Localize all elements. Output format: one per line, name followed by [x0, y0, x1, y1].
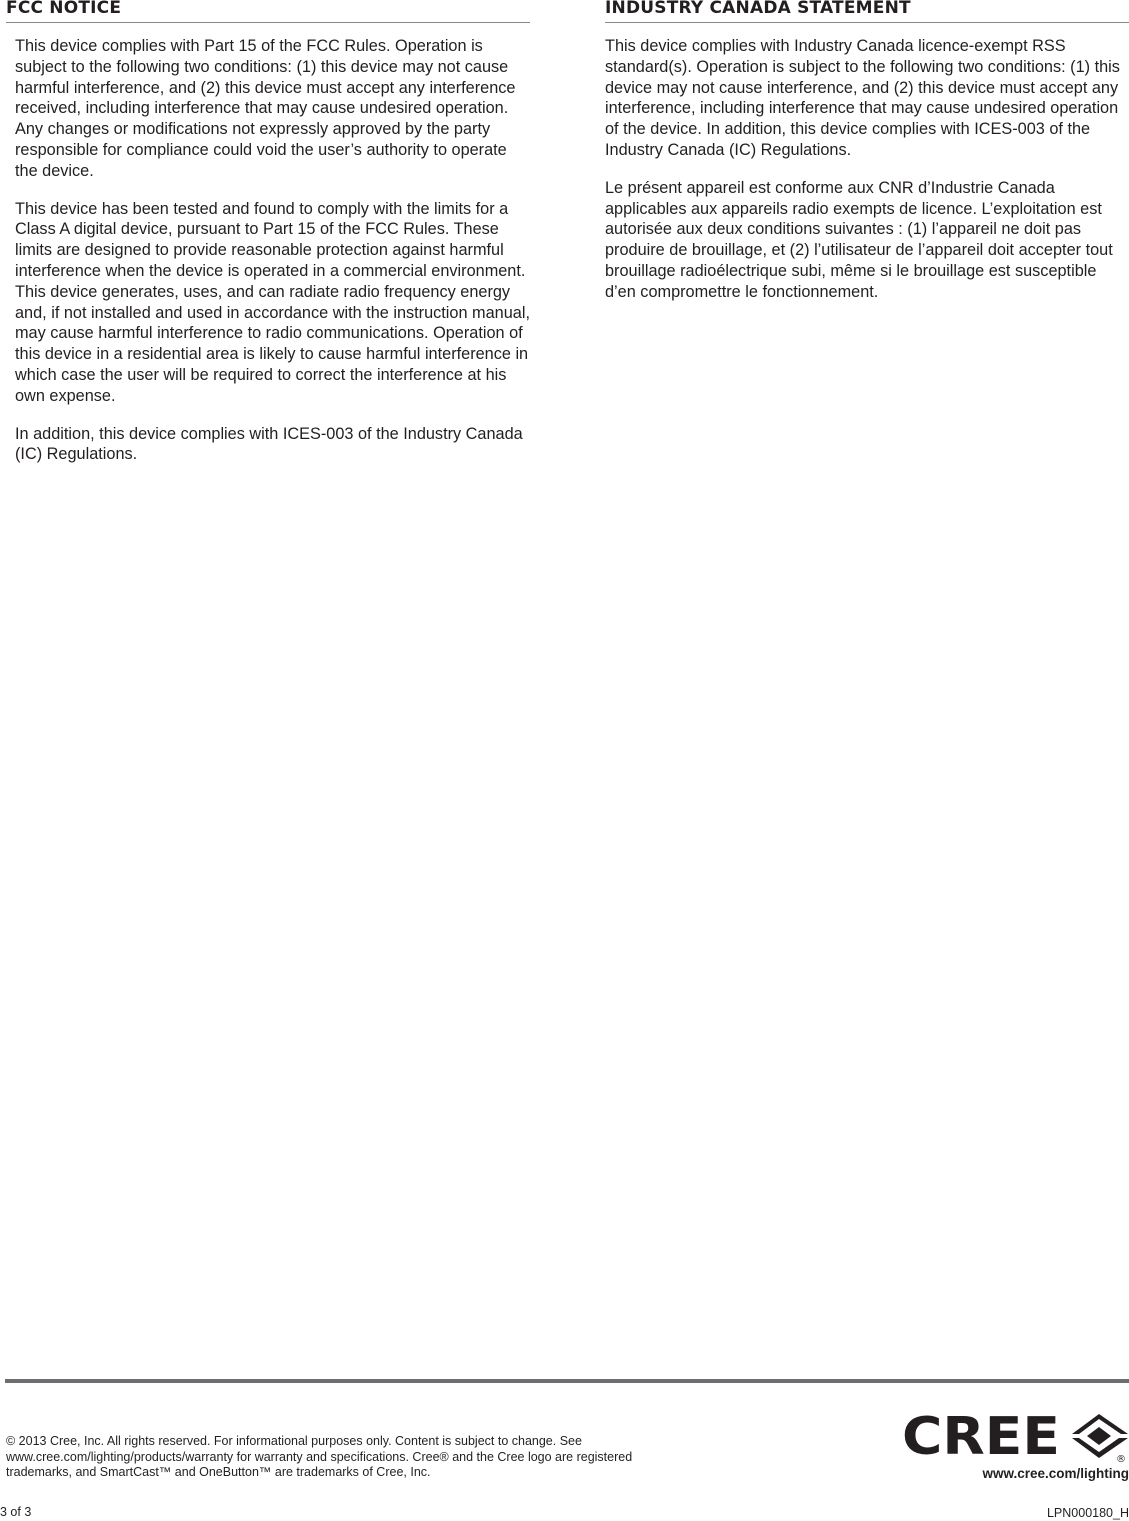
fcc-paragraph: This device has been tested and found to comply with the limits for a Class A digital device, pursuant to Part 15 of the FCC Rules. These limits are designed to provide reasonable protection against harmful interference when the device is operated in a commercial environment. This device generates, uses, and can radiate radio frequency energy and, if not installed and used in accordance with the instruction manual, may cause harmful interference to radio communications. Operation of this device in a residential area is likely to cause harmful interference in which case the user will be required to correct the interference at his own expense.	[15, 199, 530, 405]
page-number: 3 of 3	[0, 1505, 32, 1519]
industry-canada-section	[605, 0, 1129, 320]
industry-canada-paragraph: This device complies with Industry Canada licence-exempt RSS standard(s). Operation is subject to the following two conditions: (1) this device may not cause interference, and (2) this device must accept any interference, including interference that may cause undesired operation of the device. In addition, this device complies with ICES-003 of the Industry Canada (IC) Regulations.	[605, 37, 1120, 159]
section-divider	[6, 22, 530, 23]
industry-canada-paragraph: Le présent appareil est conforme aux CNR d’Industrie Canada applicables aux appareils radio exempts de licence. L’exploitation est autorisée aux deux conditions suivantes : (1) l’appareil ne doit pas produire de brouillage, et (2) l’utilisateur de l’appareil doit accepter tout brouillage radioélectrique subi, même si le brouillage est susceptible d’en compromettre le fonctionnement.	[605, 178, 1113, 301]
fcc-paragraph: In addition, this device complies with ICES-003 of the Industry Canada (IC) Regulations.	[15, 424, 523, 464]
fcc-notice-heading: FCC NOTICE	[6, 0, 122, 18]
fcc-notice-section	[6, 0, 530, 482]
cree-logo-wordmark: CREE	[902, 1410, 1060, 1462]
website-link[interactable]: www.cree.com/lighting	[982, 1466, 1129, 1481]
section-divider	[605, 22, 1129, 23]
copyright-notice: © 2013 Cree, Inc. All rights reserved. For informational purposes only. Content is subject to change. See www.cree.com/lighting/products/warranty for warranty and specifications. Cree® and the Cree logo are registered trademarks, and SmartCast™ and OneButton™ are trademarks of Cree, Inc.	[6, 1434, 633, 1480]
cree-logo	[900, 1410, 1129, 1462]
fcc-paragraph: This device complies with Part 15 of the FCC Rules. Operation is subject to the following two conditions: (1) this device may not cause harmful interference, and (2) this device must accept any interference received, including interference that may cause undesired operation. Any changes or modifications not expressly approved by the party responsible for compliance could void the user’s authority to operate the device.	[15, 37, 516, 180]
industry-canada-body	[605, 36, 1129, 303]
fcc-notice-body	[6, 36, 530, 465]
industry-canada-heading: INDUSTRY CANADA STATEMENT	[605, 0, 911, 18]
footer-divider	[5, 1379, 1129, 1383]
document-code: LPN000180_H	[1046, 1506, 1129, 1520]
cree-diamond-icon	[1072, 1414, 1128, 1458]
registered-mark: ®	[1116, 1454, 1126, 1462]
